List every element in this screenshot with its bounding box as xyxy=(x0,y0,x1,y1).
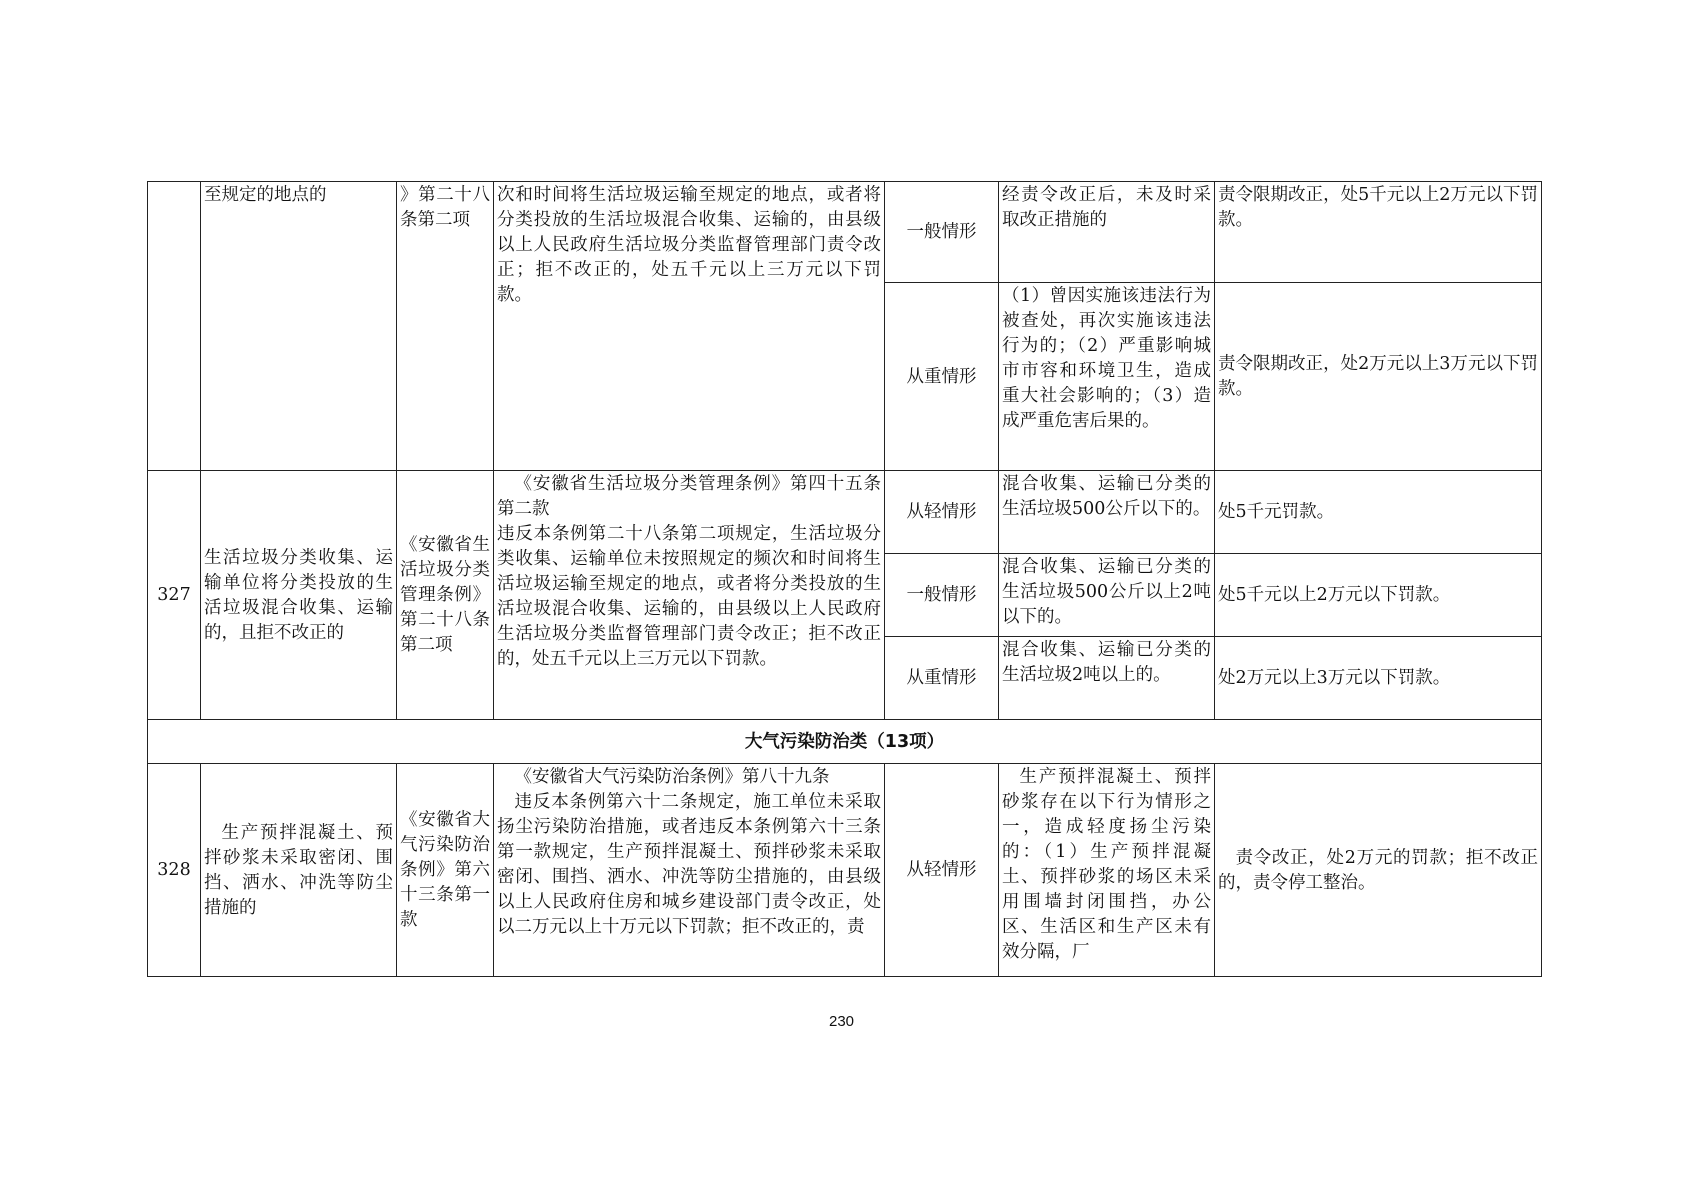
discretion-level-cell: 一般情形 xyxy=(885,554,999,637)
category-row xyxy=(148,720,1542,764)
penalty-provision-cell xyxy=(494,764,885,977)
category-header: 大气污染防治类（13项） xyxy=(148,720,1542,764)
violation-cell: 至规定的地点的 xyxy=(201,182,397,471)
page-number: 230 xyxy=(828,1013,855,1030)
penalty-standard-cell: 处5千元罚款。 xyxy=(1215,471,1542,554)
table-row xyxy=(148,764,1542,977)
circumstance-cell: （1）曾因实施该违法行为被查处，再次实施该违法行为的；（2）严重影响城市市容和环境卫生，造成重大社会影响的；（3）造成严重危害后果的。 xyxy=(999,283,1215,471)
item-number-cell xyxy=(148,182,201,471)
legal-basis-cell: 《安徽省大气污染防治条例》第六十三条第一款 xyxy=(397,764,494,977)
penalty-provision-cell: 次和时间将生活垃圾运输至规定的地点，或者将分类投放的生活垃圾混合收集、运输的，由县级以上人民政府生活垃圾分类监督管理部门责令改正；拒不改正的，处五千元以上三万元以下罚款。 xyxy=(494,182,885,471)
legal-basis-cell: 《安徽省生活垃圾分类管理条例》第二十八条第二项 xyxy=(397,471,494,720)
discretion-level-cell: 从轻情形 xyxy=(885,471,999,554)
table-row xyxy=(148,471,1542,554)
discretion-level-cell: 从重情形 xyxy=(885,283,999,471)
item-number-cell: 327 xyxy=(148,471,201,720)
provision-text: 违反本条例第二十八条第二项规定，生活垃圾分类收集、运输单位未按照规定的频次和时间将生活垃圾运输至规定的地点，或者将分类投放的生活垃圾混合收集、运输的，由县级以上人民政府生活垃圾分类监督管理部门责令改正；拒不改正的，处五千元以上三万元以下罚款。 xyxy=(497,524,881,669)
penalty-standard-cell: 责令改正，处2万元的罚款；拒不改正的，责令停工整治。 xyxy=(1215,764,1542,977)
provision-text: 违反本条例第六十二条规定，施工单位未采取扬尘污染防治措施，或者违反本条例第六十三条第一款规定，生产预拌混凝土、预拌砂浆未采取密闭、围挡、洒水、冲洗等防尘措施的，由县级以上人民政府住房和城乡建设部门责令改正，处以二万元以上十万元以下罚款；拒不改正的，责 xyxy=(497,792,881,937)
penalty-standard-cell: 责令限期改正，处2万元以上3万元以下罚款。 xyxy=(1215,283,1542,471)
discretion-level-cell: 从重情形 xyxy=(885,637,999,720)
item-number-cell: 328 xyxy=(148,764,201,977)
penalty-standard-cell: 处5千元以上2万元以下罚款。 xyxy=(1215,554,1542,637)
penalty-standard-table xyxy=(147,181,1542,977)
circumstance-cell: 混合收集、运输已分类的生活垃圾500公斤以上2吨以下的。 xyxy=(999,554,1215,637)
provision-title: 《安徽省生活垃圾分类管理条例》第四十五条第二款 xyxy=(497,474,881,519)
circumstance-cell: 生产预拌混凝土、预拌砂浆存在以下行为情形之一，造成轻度扬尘污染的：（1）生产预拌混凝土、预拌砂浆的场区未采用围墙封闭围挡，办公区、生活区和生产区未有效分隔，厂 xyxy=(999,764,1215,977)
violation-cell: 生活垃圾分类收集、运输单位将分类投放的生活垃圾混合收集、运输的，且拒不改正的 xyxy=(201,471,397,720)
legal-basis-cell: 》第二十八条第二项 xyxy=(397,182,494,471)
table-row xyxy=(148,182,1542,283)
penalty-standard-cell: 处2万元以上3万元以下罚款。 xyxy=(1215,637,1542,720)
provision-title: 《安徽省大气污染防治条例》第八十九条 xyxy=(514,767,830,787)
penalty-standard-cell: 责令限期改正，处5千元以上2万元以下罚款。 xyxy=(1215,182,1542,283)
penalty-provision-cell xyxy=(494,471,885,720)
violation-cell: 生产预拌混凝土、预拌砂浆未采取密闭、围挡、洒水、冲洗等防尘措施的 xyxy=(201,764,397,977)
circumstance-cell: 混合收集、运输已分类的生活垃圾500公斤以下的。 xyxy=(999,471,1215,554)
circumstance-cell: 经责令改正后，未及时采取改正措施的 xyxy=(999,182,1215,283)
discretion-level-cell: 一般情形 xyxy=(885,182,999,283)
circumstance-cell: 混合收集、运输已分类的生活垃圾2吨以上的。 xyxy=(999,637,1215,720)
discretion-level-cell: 从轻情形 xyxy=(885,764,999,977)
